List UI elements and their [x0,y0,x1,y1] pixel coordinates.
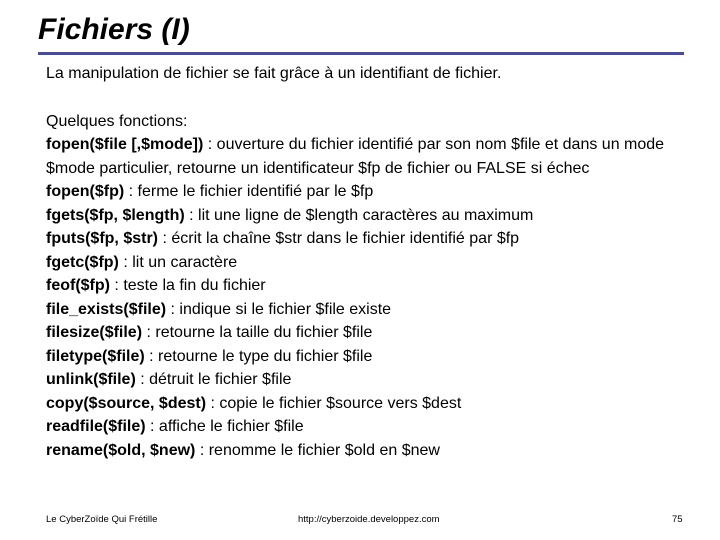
function-item [46,415,686,439]
title-underline [38,52,684,55]
function-item [46,274,686,298]
function-description: : renomme le fichier $old en $new [195,441,440,459]
function-description: : teste la fin du fichier [109,277,266,294]
function-signature: readfile($file) [46,418,146,435]
function-signature: fopen($file [,$mode]) [46,136,204,153]
function-item [46,227,686,251]
function-item [46,251,686,275]
function-item [46,180,686,204]
function-item [46,133,686,180]
function-description: : indique si le fichier $file existe [166,300,392,318]
function-item [46,321,686,345]
function-description: : ferme le fichier identifié par le $fp [124,183,374,200]
functions-heading: Quelques fonctions: [46,112,188,130]
function-item [46,439,686,463]
slide-title: Fichiers (I) [38,13,190,46]
function-item [46,392,686,416]
function-signature: fgetc($fp) [46,253,119,271]
function-description: : ouverture du fichier identifié par son nom $file et dans un mode $mode particulier, retourne un identificateur $fp de fichier ou FALSE si échec [46,136,665,177]
function-item [46,345,686,369]
function-description: : écrit la chaîne $str dans le fichier identifié par $fp [158,230,520,247]
function-description: : affiche le fichier $file [145,418,304,435]
function-description: : copie le fichier $source vers $dest [206,394,462,412]
function-item [46,298,686,322]
page-number: 75 [672,514,683,525]
function-signature: filesize($file) [46,324,143,341]
footer-author: Le CyberZoïde Qui Frétille [46,514,158,525]
functions-list [46,133,686,462]
slide-body [46,62,686,462]
function-signature: rename($old, $new) [46,441,196,459]
function-item [46,368,686,392]
function-description: : lit une ligne de $length caractères au maximum [184,206,534,224]
function-description: : retourne la taille du fichier $file [142,324,373,341]
function-signature: fputs($fp, $str) [46,230,158,247]
function-signature: fopen($fp) [46,183,125,200]
function-item [46,204,686,228]
intro-text: La manipulation de fichier se fait grâce à un identifiant de fichier. [46,65,502,82]
function-signature: file_exists($file) [46,300,167,318]
function-signature: feof($fp) [46,277,110,294]
function-description: : retourne le type du fichier $file [144,347,373,365]
function-signature: filetype($file) [46,347,145,365]
function-description: : détruit le fichier $file [135,371,292,388]
function-signature: copy($source, $dest) [46,394,207,412]
function-signature: fgets($fp, $length) [46,206,185,224]
function-description: : lit un caractère [118,253,238,271]
footer-url: http://cyberzoide.developpez.com [298,514,440,525]
function-signature: unlink($file) [46,371,136,388]
